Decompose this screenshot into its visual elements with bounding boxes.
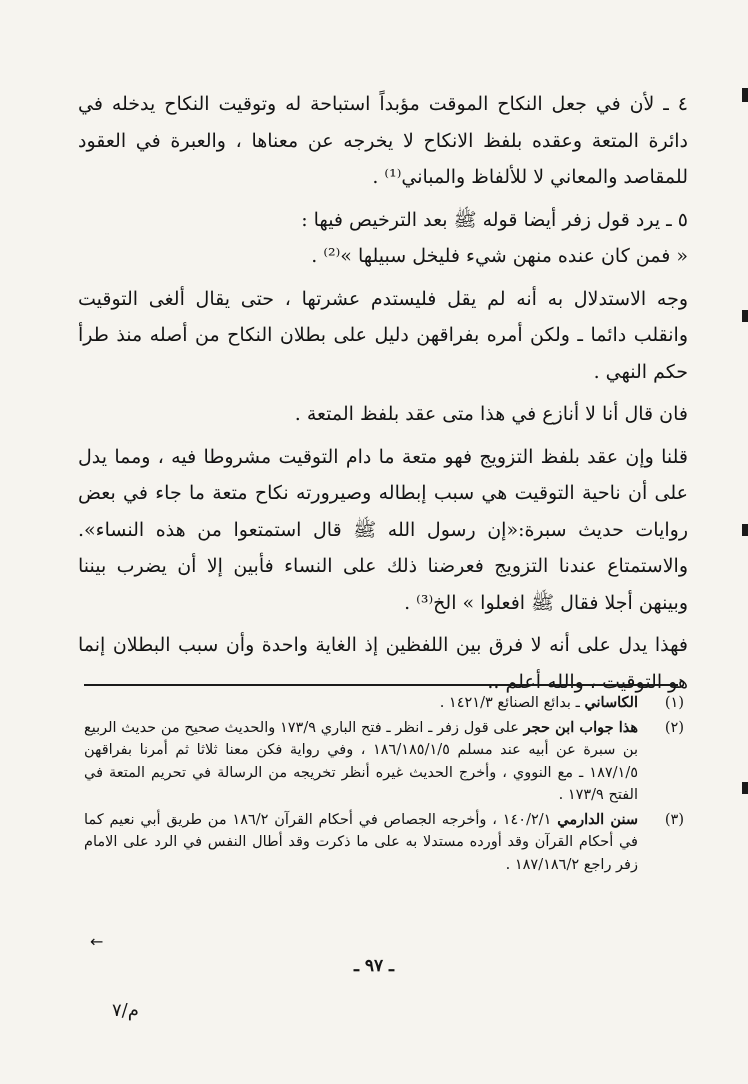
footnotes	[84, 692, 684, 878]
paragraph-objection: فان قال أنا لا أنازع في هذا متى عقد بلفظ المتعة .	[294, 403, 688, 425]
hadith-quote: « فمن كان عنده منهن شيء فليخل سبيلها »⁽²⁾ .	[311, 245, 688, 267]
footnote-number: (١)	[664, 695, 684, 711]
paragraph-point-4: ٤ ـ لأن في جعل النكاح الموقت مؤبداً استباحة له وتوقيت النكاح يدخله في دائرة المتعة وعقده بلفظ الانكاح لا يخرجه عن معناها ، والعبرة في العقود للمقاصد والمعاني لا للألفاظ والمباني⁽¹⁾ .	[78, 93, 688, 188]
paragraph-point-5: ٥ ـ يرد قول زفر أيضا قوله ﷺ بعد الترخيص فيها :	[301, 208, 688, 231]
footnote-divider	[84, 684, 678, 686]
footnote-lead: هذا جواب ابن حجر	[523, 718, 639, 736]
footnote-lead: سنن الدارمي	[557, 810, 638, 828]
footnote-3	[84, 809, 684, 877]
arrow-left-icon: ←	[90, 932, 104, 951]
footnote-number: (٢)	[664, 719, 684, 736]
footnote-1	[84, 692, 684, 715]
edge-mark-middle	[742, 310, 748, 322]
footnote-number: (٣)	[664, 811, 684, 828]
edge-mark-bottom	[742, 782, 748, 794]
signature-mark: م/٧	[112, 1000, 139, 1021]
main-text	[78, 86, 688, 700]
footnote-2	[84, 717, 684, 807]
paragraph-reply: قلنا وإن عقد بلفظ التزويج فهو متعة ما دام التوقيت مشروطا فيه ، ومما يدل على أن ناحية التوقيت هي سبب إبطاله وصيرورته نكاح متعة ما جاء في بعض روايات حديث سبرة:«إن رسول الله ﷺ قال استمتعوا من هذه النساء». والاستمتاع عندنا التزويج فعرضنا ذلك على النساء فأبين إلا أن يضرب بيننا وبينهن أجلا فقال ﷺ افعلوا » الخ⁽³⁾ .	[78, 445, 688, 614]
footnote-text: ١٤٠/٢/١ ، وأخرجه الجصاص في أحكام القرآن ١٨٦/٢ من طريق أبي نعيم كما في أحكام القرآن وقد أورده مستدلا به على ما ذكرت وقد أطال النفس في الرد على الامام زفر راجع ١٨٧/١٨٦/٢ .	[84, 811, 638, 873]
footnote-lead: الكاساني	[584, 694, 638, 711]
paragraph-argument: وجه الاستدلال به أنه لم يقل فليستدم عشرتها ، حتى يقال ألغى التوقيت وانقلب دائما ـ ولكن أمره بفراقهن دليل على بطلان النكاح من أصله منذ طرأ حكم النهي .	[78, 287, 688, 383]
footnote-text: ـ بدائع الصنائع ١٤٢١/٣ .	[439, 695, 585, 711]
edge-mark-top	[742, 88, 748, 102]
paragraph-conclusion: فهذا يدل على أنه لا فرق بين اللفظين إذ الغاية واحدة وأن سبب البطلان إنما هو التوقيت ، والله أعلم ..	[78, 634, 688, 693]
footnote-text: على قول زفر ـ انظر ـ فتح الباري ١٧٣/٩ والحديث صحيح من حديث الربيع بن سبرة عن أبيه عند مسلم ١٨٦/١٨٥/١/٥ ، وفي رواية فكن معنا ثلاثا ثم أمرنا بفراقهن ١٨٧/١/٥ ـ مع النووي ، وأخرج الحديث غيره أنظر تخريجه من الرسالة في تحريم المتعة في الفتح ١٧٣/٩ .	[84, 719, 639, 803]
edge-mark-lower	[742, 524, 748, 536]
page-number: ـ ٩٧ ـ	[353, 956, 395, 976]
